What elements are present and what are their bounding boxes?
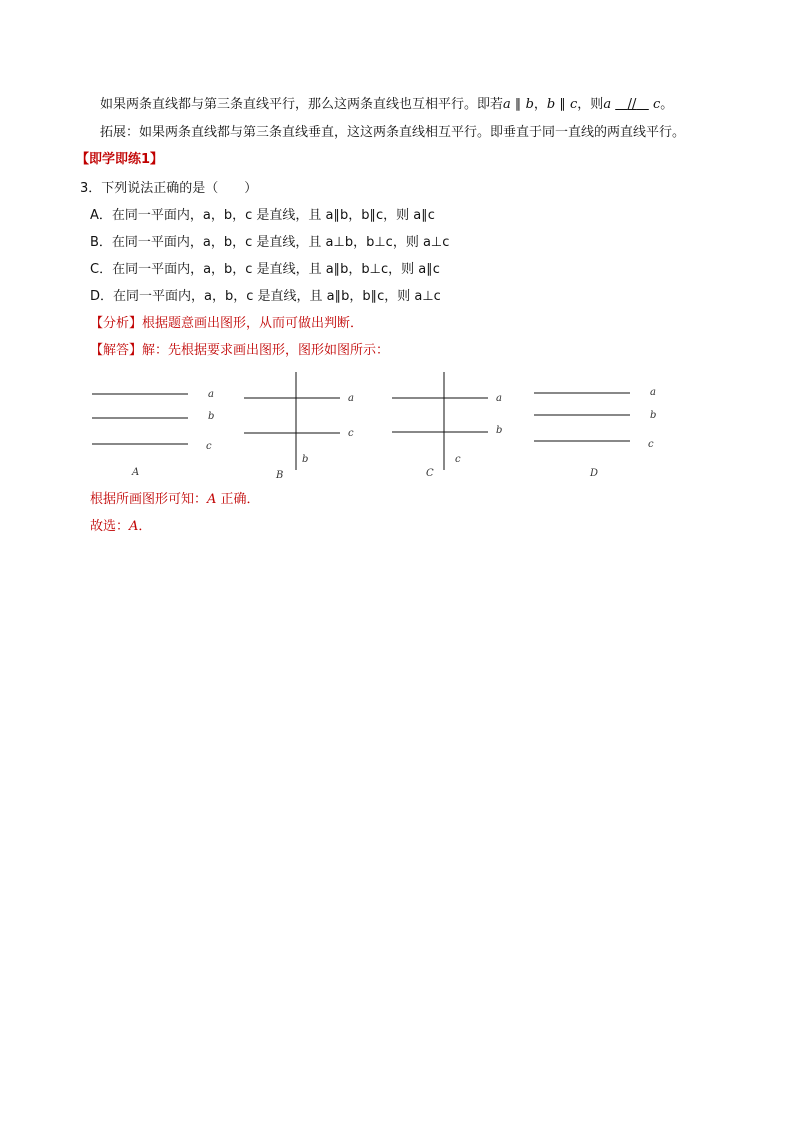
figure-a-label-c: c bbox=[206, 441, 212, 452]
theorem-then: ，则 bbox=[577, 97, 604, 112]
theorem-var-c: c bbox=[570, 97, 578, 112]
option-c: C．在同一平面内，a，b，c 是直线，且 a∥b，b⊥c，则 a∥c bbox=[90, 262, 440, 277]
analysis-tag: 【分析】 bbox=[90, 316, 143, 331]
figure-c-label-a: a bbox=[496, 393, 502, 404]
answer-blank bbox=[615, 96, 649, 114]
figure-a-label-b: b bbox=[208, 411, 215, 422]
figure-b-label-b: b bbox=[302, 454, 309, 465]
theorem-end: 。 bbox=[660, 97, 674, 112]
final-prefix: 故选： bbox=[90, 519, 130, 534]
figure-d-label-c: c bbox=[648, 439, 654, 450]
conclusion-suffix: 正确． bbox=[216, 492, 260, 507]
answer-tag: 【解答】 bbox=[90, 343, 143, 358]
conclusion-prefix: 根据所画图形可知： bbox=[90, 492, 208, 507]
figure-d-label-a: a bbox=[650, 387, 656, 398]
figure-b-label-c: c bbox=[348, 428, 354, 439]
option-b: B．在同一平面内，a，b，c 是直线，且 a⊥b，b⊥c，则 a⊥c bbox=[90, 235, 450, 250]
final-answer-line bbox=[90, 518, 151, 536]
figure-a-label-a: a bbox=[208, 389, 214, 400]
extension-line: 拓展：如果两条直线都与第三条直线垂直，这这两条直线相互平行。即垂直于同一直线的两直线平行。 bbox=[100, 125, 686, 140]
figure-d-label-b: b bbox=[650, 410, 657, 421]
figure-d bbox=[534, 387, 656, 479]
figure-a bbox=[92, 389, 214, 478]
analysis-line bbox=[90, 315, 363, 333]
final-suffix: ． bbox=[138, 519, 152, 534]
answer-line bbox=[90, 342, 389, 360]
parallel-symbol-2: ∥ bbox=[559, 97, 566, 112]
question-stem: 3．下列说法正确的是（ ） bbox=[80, 181, 258, 196]
figure-a-caption: A bbox=[132, 467, 140, 478]
conclusion-line bbox=[90, 491, 260, 509]
answer-text: 解：先根据要求画出图形，图形如图所示： bbox=[142, 343, 390, 358]
figure-b-caption: B bbox=[276, 470, 284, 481]
option-d: D．在同一平面内，a，b，c 是直线，且 a∥b，b∥c，则 a⊥c bbox=[90, 289, 441, 304]
theorem-var-c2: c bbox=[652, 97, 661, 112]
figure-c bbox=[392, 372, 502, 479]
theorem-var-a: a bbox=[503, 97, 511, 112]
answer-blank-value: // bbox=[627, 97, 637, 112]
figure-b-label-a: a bbox=[348, 393, 354, 404]
theorem-text: 如果两条直线都与第三条直线平行，那么这两条直线也互相平行。即若 bbox=[100, 97, 504, 112]
figure-c-caption: C bbox=[426, 468, 434, 479]
theorem-var-b: b bbox=[525, 97, 534, 112]
theorem-line bbox=[100, 96, 673, 114]
final-letter: A bbox=[129, 519, 139, 534]
figure-b bbox=[244, 372, 354, 481]
option-a: A．在同一平面内，a，b，c 是直线，且 a∥b，b∥c，则 a∥c bbox=[90, 208, 435, 223]
practice-heading: 【即学即练1】 bbox=[76, 152, 164, 167]
theorem-comma: ， bbox=[533, 97, 547, 112]
figures-diagram bbox=[80, 370, 680, 485]
conclusion-letter: A bbox=[207, 492, 217, 507]
figure-c-label-b: b bbox=[496, 425, 503, 436]
figure-c-label-c: c bbox=[455, 454, 461, 465]
parallel-symbol: ∥ bbox=[514, 97, 522, 112]
analysis-text: 根据题意画出图形，从而可做出判断． bbox=[142, 316, 364, 331]
theorem-var-a2: a bbox=[603, 97, 612, 112]
figure-d-caption: D bbox=[590, 468, 599, 479]
theorem-var-b2: b bbox=[546, 97, 556, 112]
